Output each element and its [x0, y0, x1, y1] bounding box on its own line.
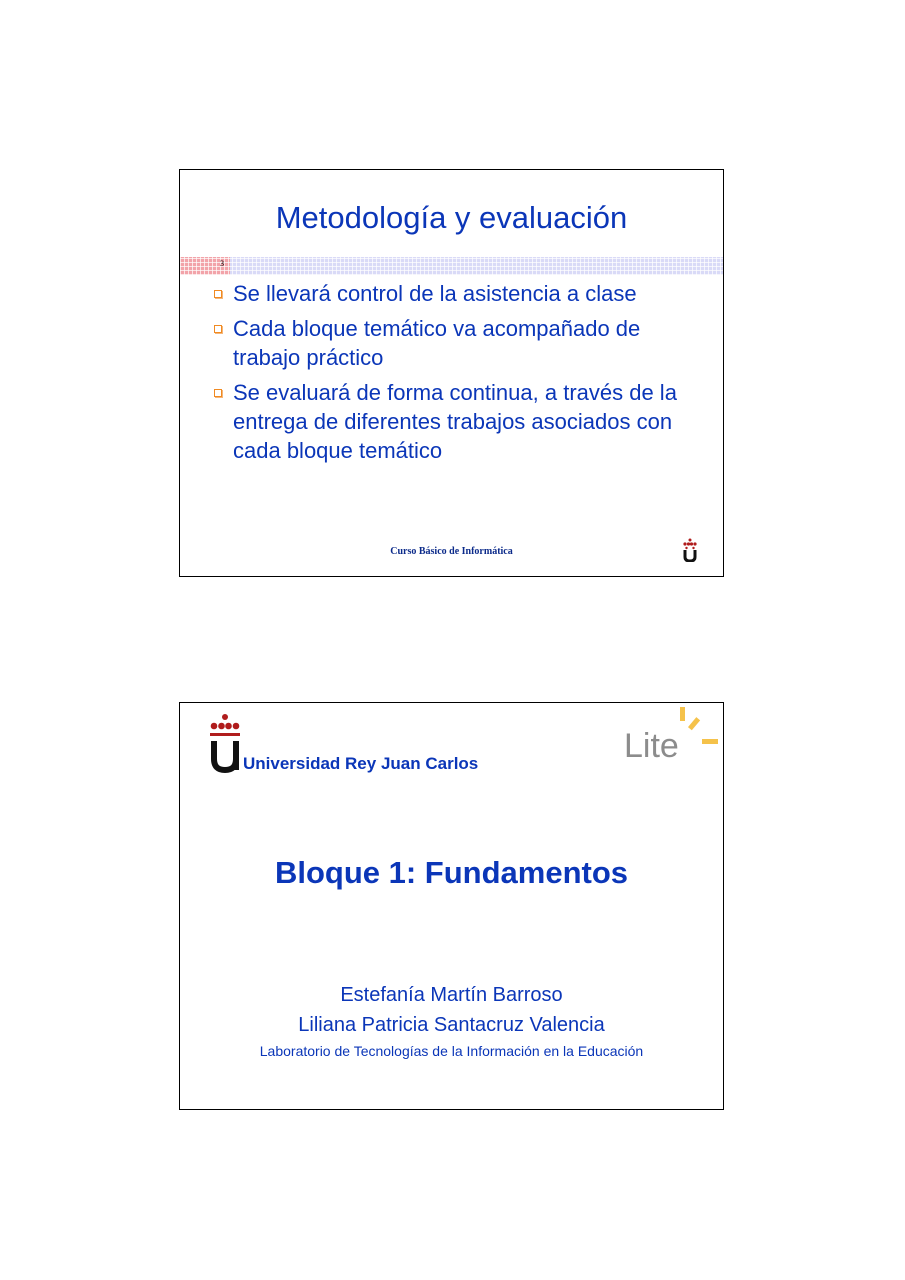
bullet-text: Cada bloque temático va acompañado de trabajo práctico	[233, 316, 641, 370]
author-name: Estefanía Martín Barroso	[340, 984, 563, 1006]
slide-metodologia	[179, 169, 724, 577]
square-bullet-icon	[214, 325, 222, 333]
bullet-text: Se llevará control de la asistencia a clase	[233, 281, 637, 306]
lab-name: Laboratorio de Tecnologías de la Información en la Educación	[259, 1043, 644, 1059]
university-name: Universidad Rey Juan Carlos	[243, 754, 479, 773]
list-item	[213, 378, 693, 465]
decorative-band	[180, 257, 723, 275]
lite-logo-icon	[624, 707, 722, 763]
slide-number: 3	[220, 259, 224, 268]
urjc-logo-icon	[208, 713, 242, 773]
slide-footer: Curso Básico de Informática	[390, 546, 513, 557]
list-item	[213, 314, 693, 372]
square-bullet-icon	[214, 290, 222, 298]
bullet-list	[213, 279, 693, 471]
bullet-text: Se evaluará de forma continua, a través de la entrega de diferentes trabajos asociados con cada bloque temático	[233, 380, 677, 463]
lite-logo-text: Lite	[624, 727, 679, 763]
list-item	[213, 279, 693, 308]
square-bullet-icon	[214, 389, 222, 397]
slide-title: Metodología y evaluación	[275, 200, 628, 235]
author-name: Liliana Patricia Santacruz Valencia	[298, 1014, 605, 1036]
slide-bloque-1	[179, 702, 724, 1110]
urjc-logo-icon	[682, 538, 698, 562]
slide-title: Bloque 1: Fundamentos	[274, 855, 629, 890]
